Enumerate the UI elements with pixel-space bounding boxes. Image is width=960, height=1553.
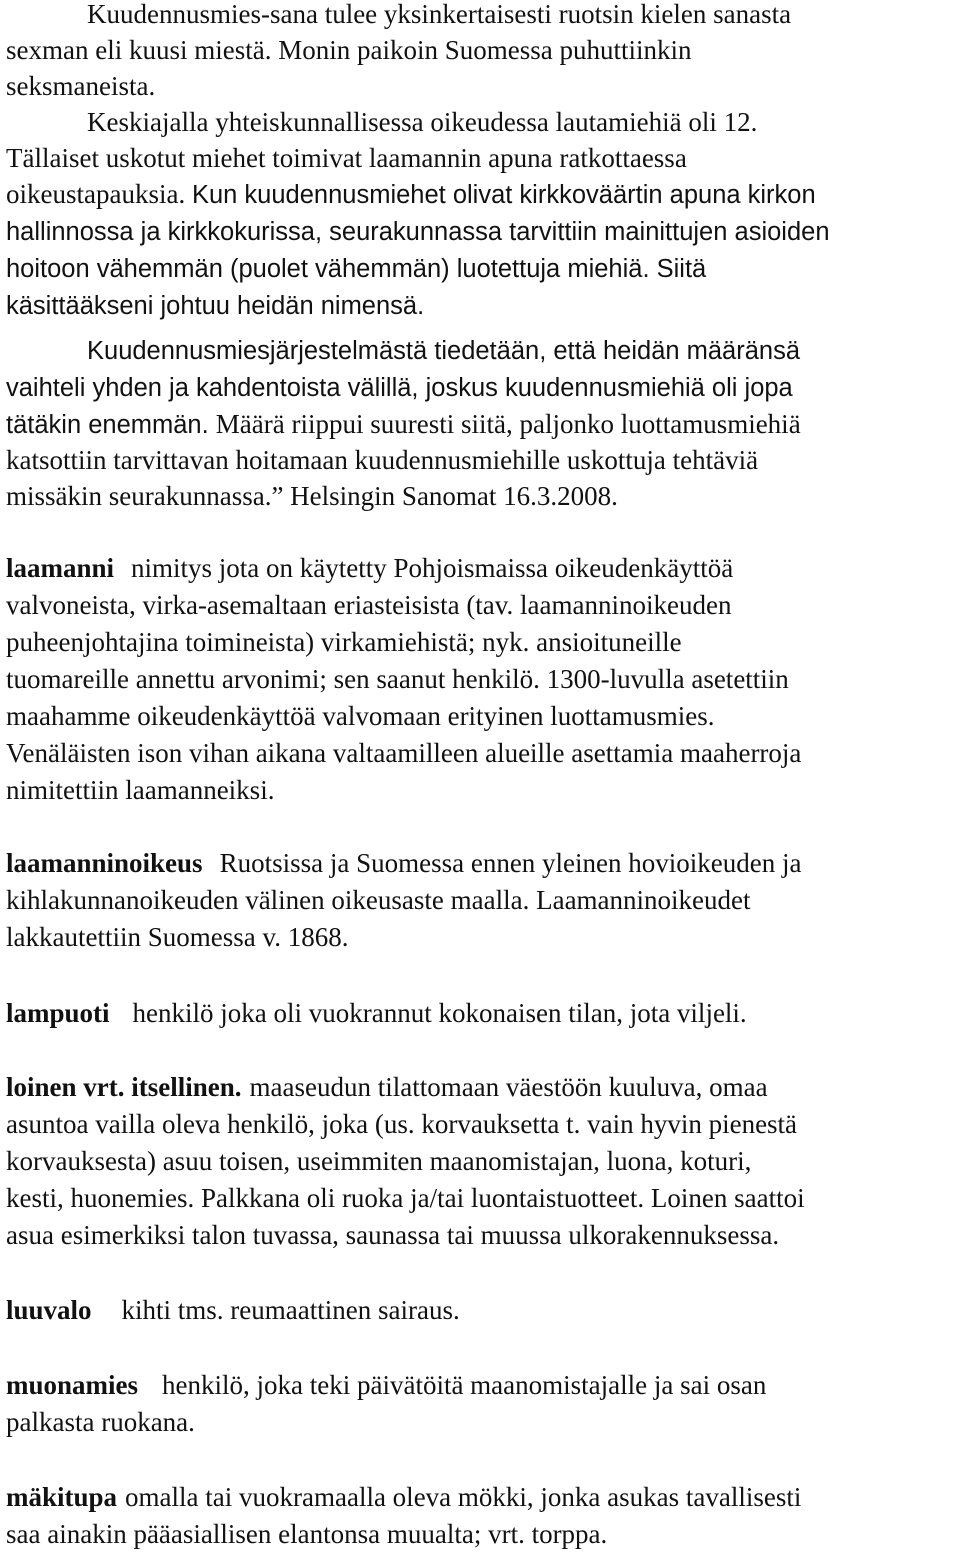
entry-muonamies-line-1 bbox=[6, 1367, 766, 1403]
entry-loinen-line-1 bbox=[6, 1069, 768, 1105]
intro-p1-line-1: Kuudennusmies-sana tulee yksinkertaisesti ruotsin kielen sanasta bbox=[87, 0, 792, 29]
entry-luuvalo-line-1 bbox=[6, 1292, 460, 1328]
entry-term: luuvalo bbox=[6, 1295, 92, 1325]
entry-term: lampuoti bbox=[6, 998, 110, 1028]
entry-loinen-line-4: kesti, huonemies. Palkkana oli ruoka ja/tai luontaistuotteet. Loinen saattoi bbox=[6, 1183, 805, 1213]
entry-definition: omalla tai vuokramaalla oleva mökki, jonka asukas tavallisesti bbox=[125, 1482, 802, 1512]
entry-makitupa-line-2: saa ainakin pääasiallisen elantonsa muualta; vrt. torppa. bbox=[6, 1519, 608, 1549]
entry-laamanni-line-1 bbox=[6, 550, 733, 586]
entry-makitupa-line-1 bbox=[6, 1479, 801, 1515]
entry-laamanninoikeus-line-3: lakkautettiin Suomessa v. 1868. bbox=[6, 922, 349, 952]
entry-laamanni-line-7: nimitettiin laamanneiksi. bbox=[6, 775, 275, 805]
entry-laamanni-line-5: maahamme oikeudenkäyttöä valvomaan erityinen luottamusmies. bbox=[6, 701, 715, 731]
entry-definition: kihti tms. reumaattinen sairaus. bbox=[121, 1295, 460, 1325]
entry-laamanninoikeus-line-2: kihlakunnanoikeuden välinen oikeusaste maalla. Laamanninoikeudet bbox=[6, 885, 751, 915]
intro-p2-line-3-serif: oikeustapauksia. bbox=[6, 179, 192, 209]
entry-lampuoti-line-1 bbox=[6, 995, 747, 1031]
entry-term: mäkitupa bbox=[6, 1482, 118, 1512]
entry-term: laamanninoikeus bbox=[6, 848, 203, 878]
entry-loinen-line-5: asua esimerkiksi talon tuvassa, saunassa tai muussa ulkorakennuksessa. bbox=[6, 1220, 780, 1250]
intro-p2-line-3-sans: Kun kuudennusmiehet olivat kirkkoväärtin apuna kirkon bbox=[191, 181, 816, 209]
intro-p3-line-4: katsottiin tarvittavan hoitamaan kuudennusmiehille uskottuja tehtäviä bbox=[6, 445, 759, 475]
entry-muonamies-line-2: palkasta ruokana. bbox=[6, 1407, 195, 1437]
intro-p3-line-3-serif: Määrä riippui suuresti siitä, paljonko luottamusmiehiä bbox=[215, 409, 801, 439]
intro-p3-line-1: Kuudennusmiesjärjestelmästä tiedetään, että heidän määränsä bbox=[87, 337, 801, 365]
entry-definition: Ruotsissa ja Suomessa ennen yleinen hovioikeuden ja bbox=[219, 848, 802, 878]
intro-p3-line-3-sans: tätäkin enemmän. bbox=[6, 411, 216, 439]
entry-laamanninoikeus-line-1 bbox=[6, 845, 801, 881]
entry-laamanni-line-4: tuomareille annettu arvonimi; sen saanut henkilö. 1300-luvulla asetettiin bbox=[6, 664, 789, 694]
intro-p2-line-2: Tällaiset uskotut miehet toimivat laamannin apuna ratkottaessa bbox=[6, 143, 687, 173]
entry-definition: maaseudun tilattomaan väestöön kuuluva, omaa bbox=[249, 1072, 768, 1102]
intro-p3-line-3 bbox=[6, 406, 801, 442]
entry-laamanni-line-2: valvoneista, virka-asemaltaan eriasteisista (tav. laamanninoikeuden bbox=[6, 590, 732, 620]
intro-p2-line-4: hallinnossa ja kirkkokurissa, seurakunnassa tarvittiin mainittujen asioiden bbox=[6, 218, 830, 246]
entry-loinen-line-3: korvauksesta) asuu toisen, useimmiten maanomistajan, luona, koturi, bbox=[6, 1146, 752, 1176]
entry-definition: henkilö, joka teki päivätöitä maanomistajalle ja sai osan bbox=[162, 1370, 767, 1400]
intro-p2-line-6: käsittääkseni johtuu heidän nimensä. bbox=[6, 292, 425, 320]
entry-definition: henkilö joka oli vuokrannut kokonaisen tilan, jota viljeli. bbox=[132, 998, 747, 1028]
intro-p1-line-2: sexman eli kuusi miestä. Monin paikoin Suomessa puhuttiinkin bbox=[6, 35, 692, 65]
intro-p2-line-3 bbox=[6, 176, 816, 212]
entry-loinen-line-2: asuntoa vailla oleva henkilö, joka (us. korvauksetta t. vain hyvin pienestä bbox=[6, 1109, 798, 1139]
entry-definition: nimitys jota on käytetty Pohjoismaissa oikeudenkäyttöä bbox=[131, 553, 734, 583]
entry-laamanni-line-6: Venäläisten ison vihan aikana valtaamilleen alueille asettamia maaherroja bbox=[6, 738, 802, 768]
entry-term: loinen vrt. itsellinen. bbox=[6, 1072, 242, 1102]
entry-term: laamanni bbox=[6, 553, 115, 583]
entry-term: muonamies bbox=[6, 1370, 139, 1400]
intro-p2-line-5: hoitoon vähemmän (puolet vähemmän) luotettuja miehiä. Siitä bbox=[6, 255, 707, 283]
entry-laamanni-line-3: puheenjohtajina toimineista) virkamiehistä; nyk. ansioituneille bbox=[6, 627, 682, 657]
intro-p2-line-1: Keskiajalla yhteiskunnallisessa oikeudessa lautamiehiä oli 12. bbox=[87, 107, 758, 137]
intro-p3-line-5: missäkin seurakunnassa.” Helsingin Sanomat 16.3.2008. bbox=[6, 481, 618, 511]
intro-p1-line-3: seksmaneista. bbox=[6, 71, 156, 101]
intro-p3-line-2: vaihteli yhden ja kahdentoista välillä, joskus kuudennusmiehiä oli jopa bbox=[6, 374, 793, 402]
